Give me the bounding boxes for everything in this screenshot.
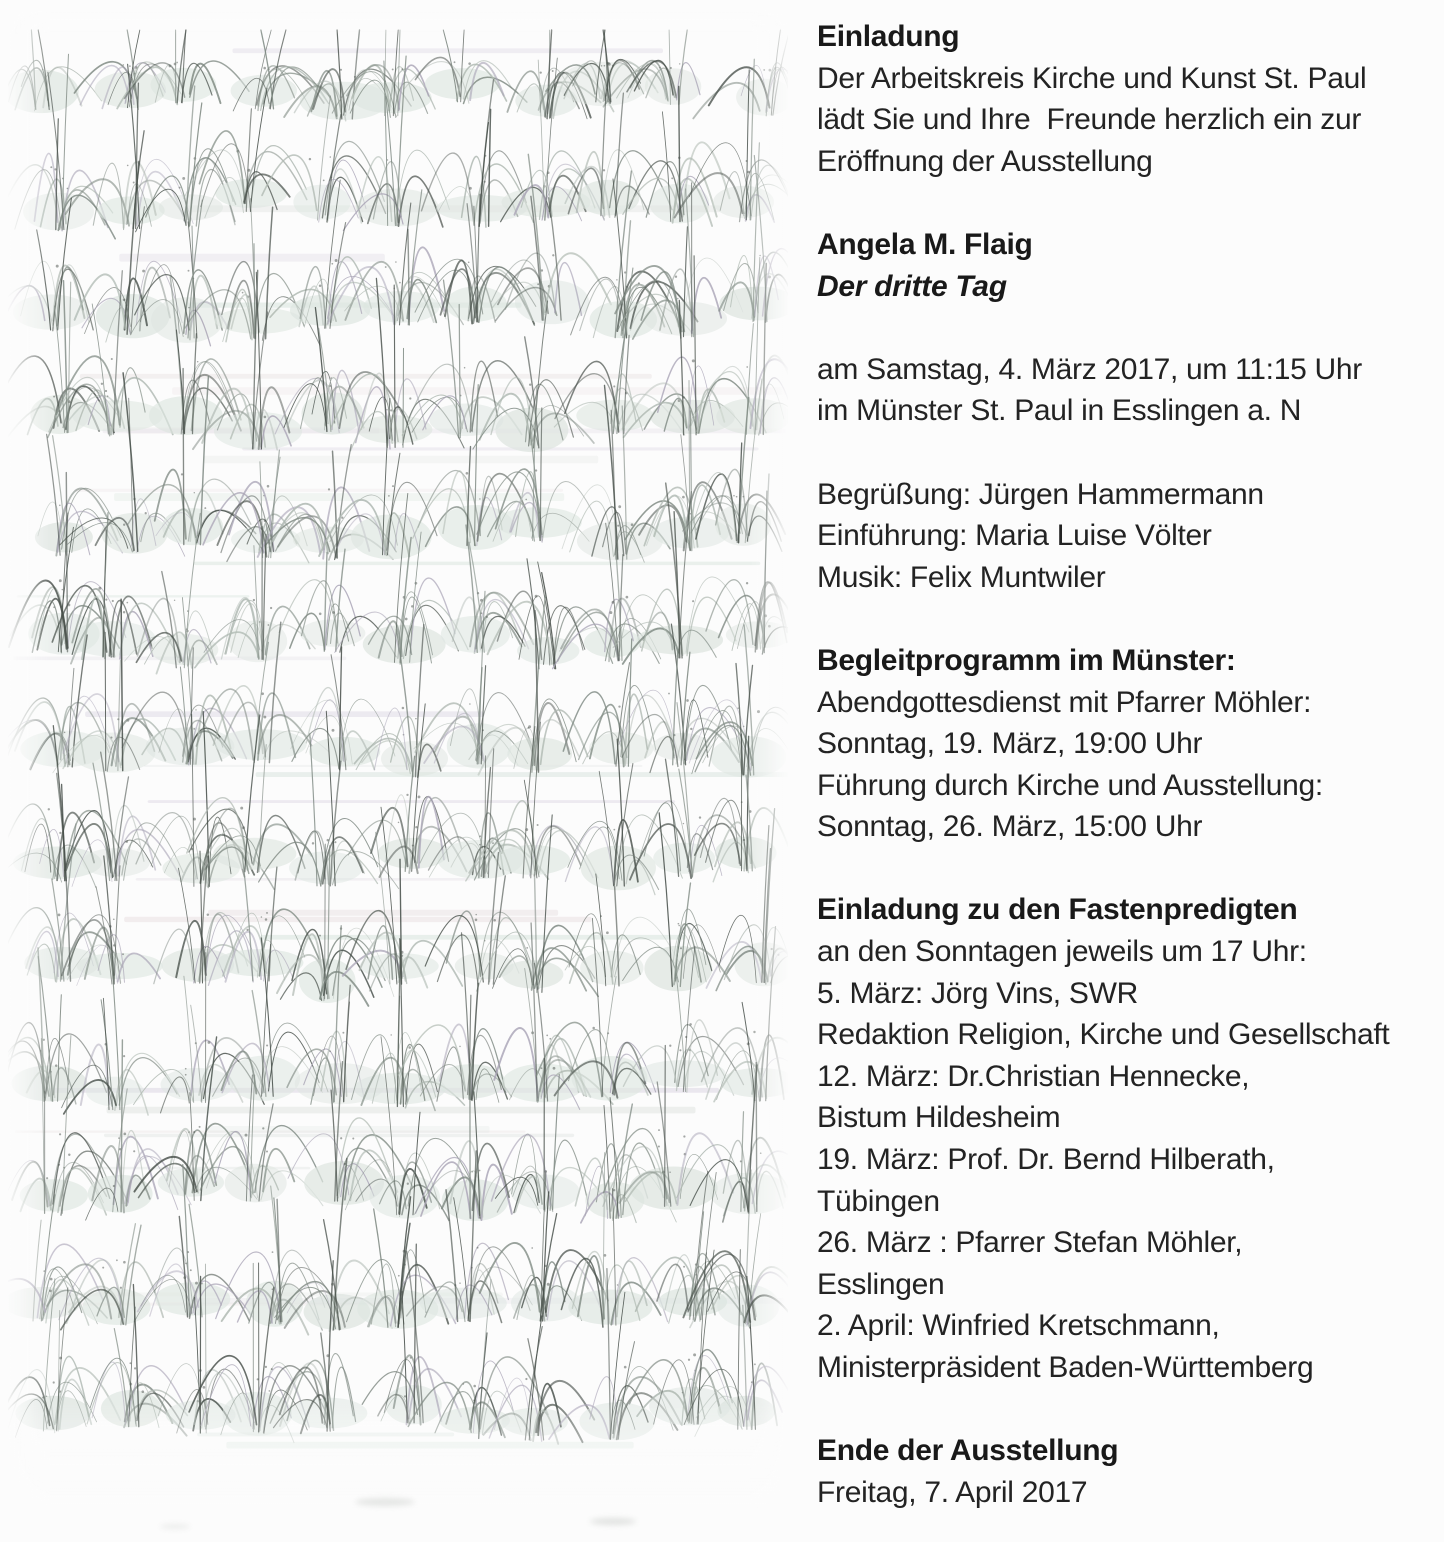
- accompanying-line: Abendgottesdienst mit Pfarrer Möhler:: [817, 685, 1312, 719]
- scan-smudge: [160, 1524, 190, 1529]
- intro-line: lädt Sie und Ihre Freunde herzlich ein zur: [817, 103, 1362, 137]
- invitation-section: [817, 16, 1432, 182]
- section-heading-ende: Ende der Ausstellung: [817, 1434, 1119, 1468]
- seed-grass-artwork-image: [8, 8, 788, 1508]
- accompanying-line: Sonntag, 19. März, 19:00 Uhr: [817, 727, 1203, 761]
- sermon-line: Tübingen: [817, 1184, 940, 1218]
- sermon-line: 26. März : Pfarrer Stefan Möhler,: [817, 1226, 1243, 1260]
- scan-smudge: [590, 1518, 636, 1525]
- accompanying-program-section: [817, 640, 1432, 848]
- opening-date-line: am Samstag, 4. März 2017, um 11:15 Uhr: [817, 352, 1362, 386]
- exhibition-title: Der dritte Tag: [817, 269, 1007, 303]
- lenten-sermons-section: [817, 889, 1432, 1388]
- sermon-line: 2. April: Winfried Kretschmann,: [817, 1309, 1220, 1343]
- sermon-line: Ministerpräsident Baden-Württemberg: [817, 1351, 1314, 1384]
- invitation-text-column: [817, 16, 1432, 1542]
- opening-date-section: [817, 349, 1432, 432]
- opening-program-section: [817, 474, 1432, 599]
- accompanying-line: Sonntag, 26. März, 15:00 Uhr: [817, 810, 1203, 844]
- section-heading-einladung: Einladung: [817, 20, 960, 53]
- sermon-line: an den Sonntagen jeweils um 17 Uhr:: [817, 935, 1307, 969]
- program-line: Begrüßung: Jürgen Hammermann: [817, 477, 1264, 511]
- artist-name: Angela M. Flaig: [817, 227, 1033, 261]
- artist-section: [817, 224, 1432, 307]
- sermon-line: 5. März: Jörg Vins, SWR: [817, 976, 1138, 1010]
- section-heading-begleitprogramm: Begleitprogramm im Münster:: [817, 643, 1236, 677]
- closing-section: [817, 1430, 1432, 1513]
- closing-date-line: Freitag, 7. April 2017: [817, 1475, 1088, 1509]
- section-heading-fastenpredigten: Einladung zu den Fastenpredigten: [817, 893, 1298, 927]
- sermon-line: 19. März: Prof. Dr. Bernd Hilberath,: [817, 1143, 1275, 1177]
- program-line: Einführung: Maria Luise Völter: [817, 519, 1212, 553]
- accompanying-line: Führung durch Kirche und Ausstellung:: [817, 768, 1323, 802]
- scan-smudge: [355, 1498, 415, 1506]
- intro-line: Eröffnung der Ausstellung: [817, 144, 1153, 178]
- opening-place-line: im Münster St. Paul in Esslingen a. N: [817, 394, 1302, 428]
- sermon-line: Bistum Hildesheim: [817, 1101, 1061, 1135]
- program-line: Musik: Felix Muntwiler: [817, 560, 1106, 594]
- sermon-line: Esslingen: [817, 1267, 945, 1301]
- sermon-line: Redaktion Religion, Kirche und Gesellschaft: [817, 1018, 1390, 1052]
- intro-line: Der Arbeitskreis Kirche und Kunst St. Paul: [817, 61, 1367, 95]
- sermon-line: 12. März: Dr.Christian Hennecke,: [817, 1059, 1250, 1093]
